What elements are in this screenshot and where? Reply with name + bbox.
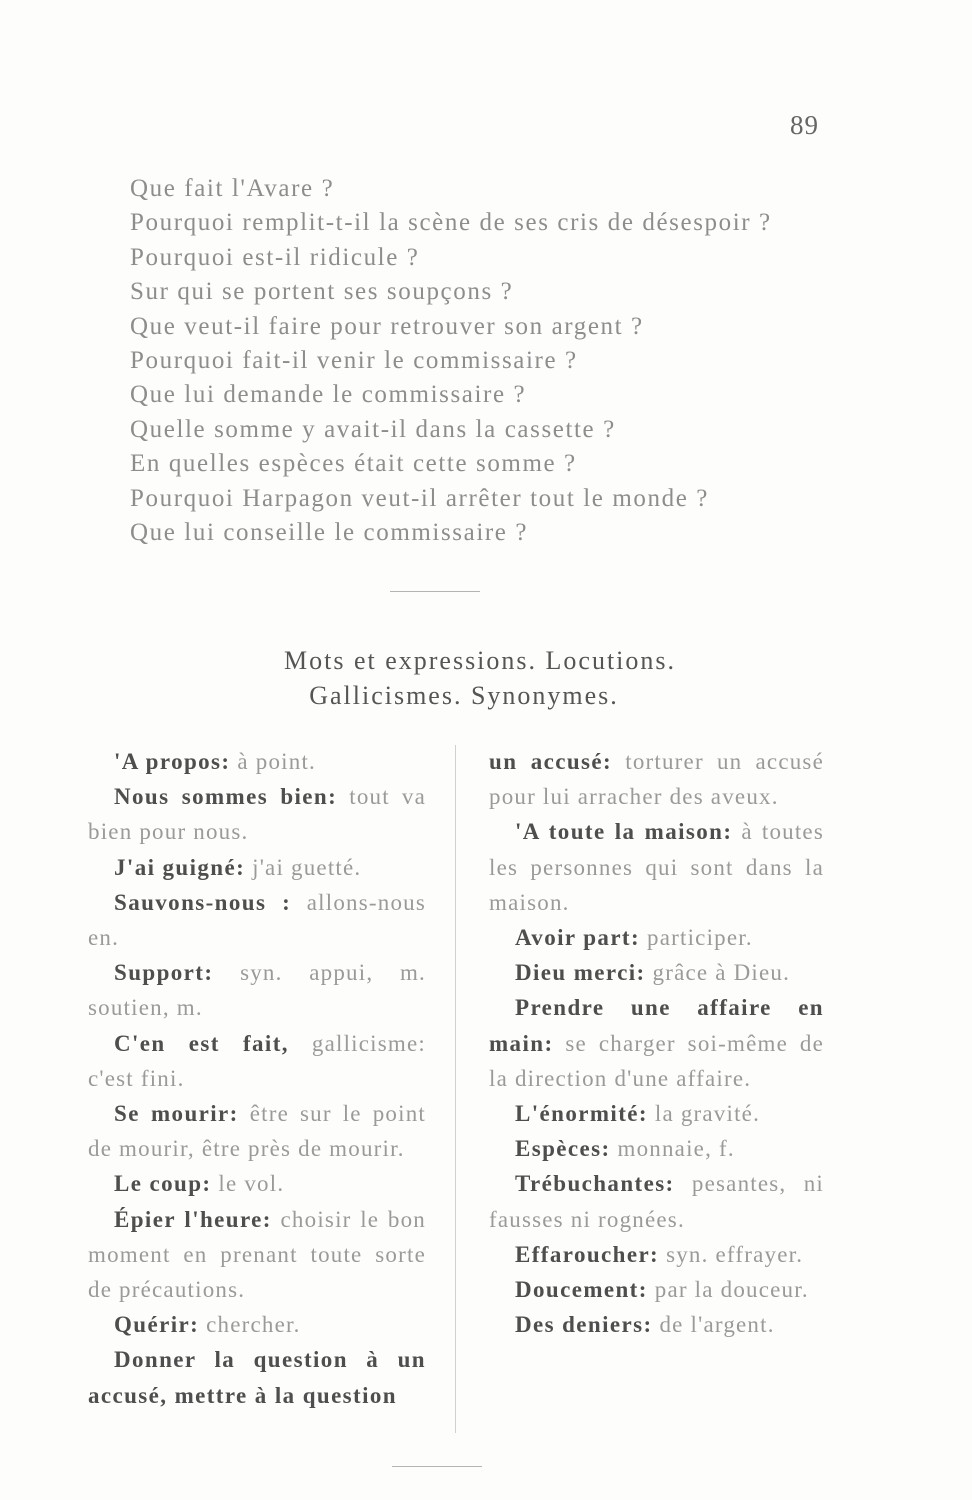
glossary-entry	[88, 1342, 426, 1412]
entry-definition: se charger soi-même de la direction d'une affaire.	[489, 1030, 824, 1091]
entry-definition: j'ai guetté.	[245, 854, 362, 880]
glossary-entry	[88, 850, 426, 885]
page-number: 89	[790, 110, 819, 140]
entry-definition: par la douceur.	[647, 1277, 809, 1303]
glossary-entry	[489, 1131, 824, 1166]
entry-term: Prendre une affaire en main:	[489, 995, 824, 1056]
question-line: Que lui demande le commissaire ?	[130, 381, 527, 409]
glossary-entry	[489, 990, 824, 1096]
question-line: Quelle somme y avait-il dans la cassette ?	[130, 415, 616, 443]
page-footer-rule	[392, 1466, 482, 1467]
column-divider	[455, 745, 456, 1433]
entry-term: J'ai guigné:	[114, 854, 246, 880]
glossary-entry	[489, 1166, 824, 1236]
entry-term: Doucement:	[515, 1277, 648, 1303]
glossary-entry	[88, 1307, 426, 1342]
section-heading: Mots et expressions. Locutions.	[283, 646, 677, 675]
entry-term: Donner la question à un accusé, mettre à la question	[88, 1347, 426, 1408]
glossary-entry	[489, 920, 824, 955]
glossary-entry	[88, 955, 426, 1025]
glossary-entry	[88, 1202, 426, 1308]
entry-definition: à toutes les personnes qui sont dans la maison.	[489, 819, 824, 915]
entry-definition: tout va bien pour nous.	[88, 784, 427, 845]
section-divider-rule	[390, 591, 480, 592]
question-line: Pourquoi est-il ridicule ?	[130, 243, 420, 271]
entry-term: 'A propos:	[114, 749, 231, 774]
entry-definition: la gravité.	[647, 1101, 761, 1127]
entry-definition: pesantes, ni fausses ni rognées.	[489, 1171, 824, 1232]
entry-definition: participer.	[640, 925, 753, 951]
section-subheading: Gallicismes. Synonymes.	[309, 681, 619, 710]
glossary-entry	[88, 885, 426, 955]
entry-definition: à point.	[230, 749, 317, 774]
question-line: Que lui conseille le commissaire ?	[130, 519, 529, 547]
entry-definition: de l'argent.	[652, 1312, 775, 1338]
entry-term: Des deniers:	[515, 1312, 653, 1338]
entry-term: Effaroucher:	[515, 1241, 660, 1267]
entry-term: Avoir part:	[515, 925, 641, 951]
entry-term: Dieu merci:	[515, 960, 646, 986]
entry-definition: choisir le bon moment en prenant toute sorte de précautions.	[88, 1206, 426, 1303]
entry-definition: grâce à Dieu.	[645, 960, 791, 986]
question-line: Pourquoi Harpagon veut-il arrêter tout le monde ?	[130, 484, 709, 512]
entry-term: 'A toute la maison:	[515, 819, 733, 845]
question-line: Que veut-il faire pour retrouver son argent ?	[130, 312, 644, 340]
glossary-entry	[88, 1026, 426, 1096]
entry-definition: allons-nous en.	[88, 889, 427, 951]
entry-definition: être sur le point de mourir, être près de mourir.	[88, 1101, 427, 1162]
glossary-entry	[88, 744, 426, 779]
question-list	[130, 172, 850, 550]
entry-definition: torturer un accusé pour lui arracher des aveux.	[489, 749, 824, 810]
entry-term: Sauvons-nous :	[114, 889, 292, 915]
glossary-entry	[489, 1272, 824, 1307]
entry-definition: chercher.	[199, 1312, 301, 1338]
glossary-left-column	[88, 744, 426, 1413]
glossary-entry	[489, 955, 824, 990]
question-line: Sur qui se portent ses soupçons ?	[130, 278, 514, 306]
entry-term: Nous sommes bien:	[114, 784, 338, 810]
question-line: En quelles espèces était cette somme ?	[130, 450, 577, 478]
glossary-entry	[489, 1237, 824, 1272]
entry-term: Se mourir:	[114, 1101, 239, 1127]
question-line: Que fait l'Avare ?	[130, 175, 335, 202]
glossary-entry	[489, 814, 824, 920]
entry-definition: monnaie, f.	[610, 1136, 735, 1162]
glossary-entry	[88, 1096, 426, 1166]
entry-term: Quérir:	[114, 1312, 200, 1338]
question-line: Pourquoi fait-il venir le commissaire ?	[130, 347, 578, 375]
entry-term: L'énormité:	[515, 1101, 648, 1127]
entry-definition: le vol.	[211, 1171, 285, 1197]
glossary-entry	[489, 1096, 824, 1131]
entry-term: C'en est fait,	[114, 1030, 289, 1056]
entry-definition: syn. effrayer.	[659, 1241, 804, 1267]
glossary-right-column	[489, 744, 824, 1342]
entry-term: Espèces:	[515, 1136, 611, 1162]
entry-term: Support:	[114, 960, 214, 986]
glossary-entry	[489, 744, 824, 814]
glossary-entry	[489, 1307, 824, 1342]
entry-term: Le coup:	[114, 1171, 212, 1197]
entry-term: un accusé:	[489, 749, 613, 774]
entry-term: Trébuchantes:	[515, 1171, 675, 1197]
glossary-entry	[88, 1166, 426, 1201]
glossary-entry	[88, 779, 426, 849]
entry-term: Épier l'heure:	[114, 1206, 272, 1232]
entry-definition: syn. appui, m. soutien, m.	[88, 960, 426, 1021]
entry-definition: gallicisme: c'est fini.	[88, 1030, 426, 1091]
question-line: Pourquoi remplit-t-il la scène de ses cris de désespoir ?	[130, 209, 772, 237]
